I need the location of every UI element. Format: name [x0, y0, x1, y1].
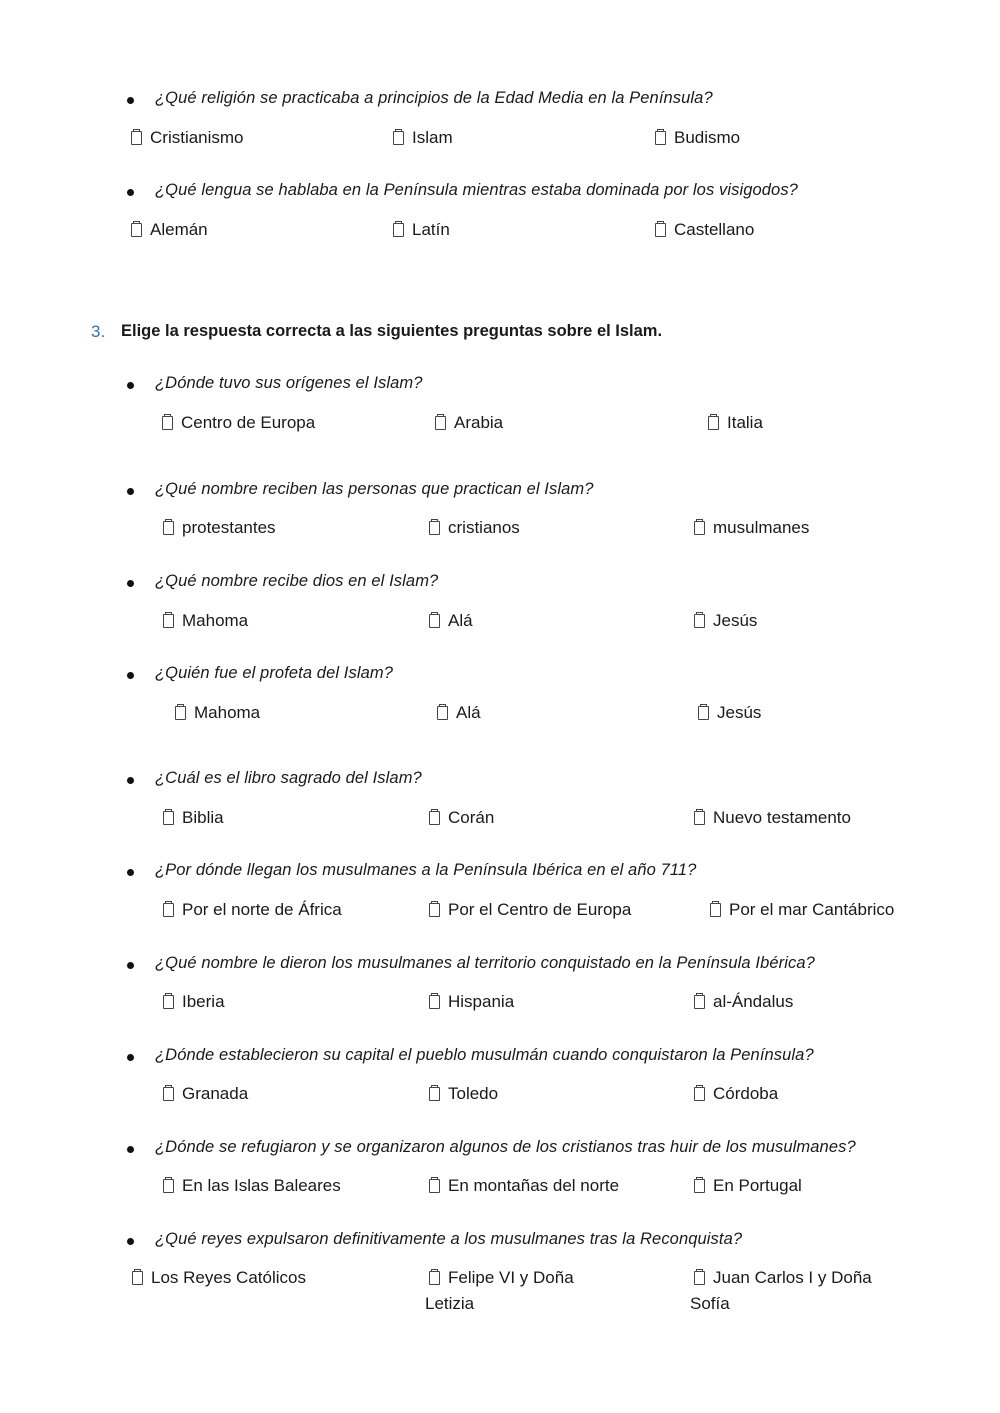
checkbox-icon[interactable] — [710, 903, 721, 917]
bullet — [127, 962, 134, 969]
answer-option[interactable]: Cristianismo — [131, 128, 244, 148]
checkbox-icon[interactable] — [694, 521, 705, 535]
bullet — [127, 1146, 134, 1153]
checkbox-icon[interactable] — [429, 1179, 440, 1193]
answer-option[interactable]: Corán — [429, 808, 494, 828]
answer-option[interactable]: Mahoma — [163, 611, 248, 631]
answer-option[interactable]: Hispania — [429, 992, 514, 1012]
bullet — [127, 488, 134, 495]
question-text: ¿Qué nombre reciben las personas que practican el Islam? — [155, 480, 594, 498]
answer-option[interactable]: Felipe VI y Doña — [429, 1268, 574, 1288]
question-text: ¿Qué nombre le dieron los musulmanes al territorio conquistado en la Península Ibérica? — [155, 954, 815, 972]
question-text: ¿Dónde establecieron su capital el pueblo musulmán cuando conquistaron la Península? — [155, 1046, 814, 1064]
checkbox-icon[interactable] — [429, 1087, 440, 1101]
bullet — [127, 1054, 134, 1061]
answer-option[interactable]: Centro de Europa — [162, 413, 315, 433]
answer-option[interactable]: Mahoma — [175, 703, 260, 723]
answer-option[interactable]: Budismo — [655, 128, 740, 148]
bullet — [127, 382, 134, 389]
answer-option[interactable]: Jesús — [694, 611, 757, 631]
checkbox-icon[interactable] — [429, 614, 440, 628]
checkbox-icon[interactable] — [163, 521, 174, 535]
question-text: ¿Qué lengua se hablaba en la Península mientras estaba dominada por los visigodos? — [155, 181, 798, 199]
answer-option[interactable]: Alemán — [131, 220, 208, 240]
checkbox-icon[interactable] — [175, 706, 186, 720]
section-number: 3. — [91, 322, 106, 341]
question-text: ¿Dónde tuvo sus orígenes el Islam? — [155, 374, 423, 392]
answer-option[interactable]: Por el norte de África — [163, 900, 342, 920]
answer-option[interactable]: cristianos — [429, 518, 520, 538]
answer-option[interactable]: Córdoba — [694, 1084, 778, 1104]
checkbox-icon[interactable] — [163, 811, 174, 825]
checkbox-icon[interactable] — [435, 416, 446, 430]
answer-option-continuation: Letizia — [425, 1294, 475, 1313]
checkbox-icon[interactable] — [393, 223, 404, 237]
answer-option[interactable]: Jesús — [698, 703, 761, 723]
section-title: Elige la respuesta correcta a las siguientes preguntas sobre el Islam. — [121, 322, 663, 340]
checkbox-icon[interactable] — [429, 995, 440, 1009]
bullet — [127, 869, 134, 876]
answer-option[interactable]: Islam — [393, 128, 453, 148]
answer-option[interactable]: En Portugal — [694, 1176, 802, 1196]
answer-option[interactable]: Latín — [393, 220, 450, 240]
checkbox-icon[interactable] — [655, 223, 666, 237]
answer-option[interactable]: Toledo — [429, 1084, 498, 1104]
checkbox-icon[interactable] — [163, 995, 174, 1009]
checkbox-icon[interactable] — [655, 131, 666, 145]
checkbox-icon[interactable] — [131, 131, 142, 145]
answer-option[interactable]: Juan Carlos I y Doña — [694, 1268, 872, 1288]
answer-option[interactable]: Biblia — [163, 808, 224, 828]
checkbox-icon[interactable] — [132, 1271, 143, 1285]
checkbox-icon[interactable] — [131, 223, 142, 237]
checkbox-icon[interactable] — [429, 521, 440, 535]
checkbox-icon[interactable] — [694, 811, 705, 825]
answer-option[interactable]: Alá — [437, 703, 481, 723]
bullet — [127, 672, 134, 679]
bullet — [127, 1238, 134, 1245]
answer-option[interactable]: Castellano — [655, 220, 754, 240]
question-text: ¿Cuál es el libro sagrado del Islam? — [155, 769, 422, 787]
answer-option[interactable]: Granada — [163, 1084, 248, 1104]
answer-option[interactable]: protestantes — [163, 518, 276, 538]
answer-option[interactable]: al-Ándalus — [694, 992, 793, 1012]
checkbox-icon[interactable] — [162, 416, 173, 430]
checkbox-icon[interactable] — [429, 1271, 440, 1285]
answer-option-continuation: Sofía — [690, 1294, 730, 1313]
answer-option[interactable]: Italia — [708, 413, 763, 433]
answer-option[interactable]: En las Islas Baleares — [163, 1176, 341, 1196]
answer-option[interactable]: Por el mar Cantábrico — [710, 900, 894, 920]
bullet — [127, 189, 134, 196]
checkbox-icon[interactable] — [694, 1271, 705, 1285]
answer-option[interactable]: Los Reyes Católicos — [132, 1268, 306, 1288]
checkbox-icon[interactable] — [694, 995, 705, 1009]
question-text: ¿Qué reyes expulsaron definitivamente a los musulmanes tras la Reconquista? — [155, 1230, 743, 1248]
question-text: ¿Quién fue el profeta del Islam? — [155, 664, 393, 682]
checkbox-icon[interactable] — [694, 1087, 705, 1101]
checkbox-icon[interactable] — [429, 903, 440, 917]
answer-option[interactable]: Nuevo testamento — [694, 808, 851, 828]
question-text: ¿Qué nombre recibe dios en el Islam? — [155, 572, 439, 590]
checkbox-icon[interactable] — [694, 614, 705, 628]
checkbox-icon[interactable] — [163, 614, 174, 628]
bullet — [127, 580, 134, 587]
checkbox-icon[interactable] — [694, 1179, 705, 1193]
checkbox-icon[interactable] — [163, 1087, 174, 1101]
question-text: ¿Por dónde llegan los musulmanes a la Península Ibérica en el año 711? — [155, 861, 697, 879]
question-text: ¿Dónde se refugiaron y se organizaron algunos de los cristianos tras huir de los musulmanes? — [155, 1138, 856, 1156]
answer-option[interactable]: En montañas del norte — [429, 1176, 619, 1196]
answer-option[interactable]: Alá — [429, 611, 473, 631]
bullet — [127, 777, 134, 784]
bullet — [127, 97, 134, 104]
answer-option[interactable]: Por el Centro de Europa — [429, 900, 631, 920]
checkbox-icon[interactable] — [163, 1179, 174, 1193]
checkbox-icon[interactable] — [393, 131, 404, 145]
answer-option[interactable]: Iberia — [163, 992, 225, 1012]
checkbox-icon[interactable] — [429, 811, 440, 825]
checkbox-icon[interactable] — [163, 903, 174, 917]
checkbox-icon[interactable] — [698, 706, 709, 720]
checkbox-icon[interactable] — [437, 706, 448, 720]
answer-option[interactable]: musulmanes — [694, 518, 809, 538]
question-text: ¿Qué religión se practicaba a principios de la Edad Media en la Península? — [155, 89, 713, 107]
answer-option[interactable]: Arabia — [435, 413, 503, 433]
checkbox-icon[interactable] — [708, 416, 719, 430]
